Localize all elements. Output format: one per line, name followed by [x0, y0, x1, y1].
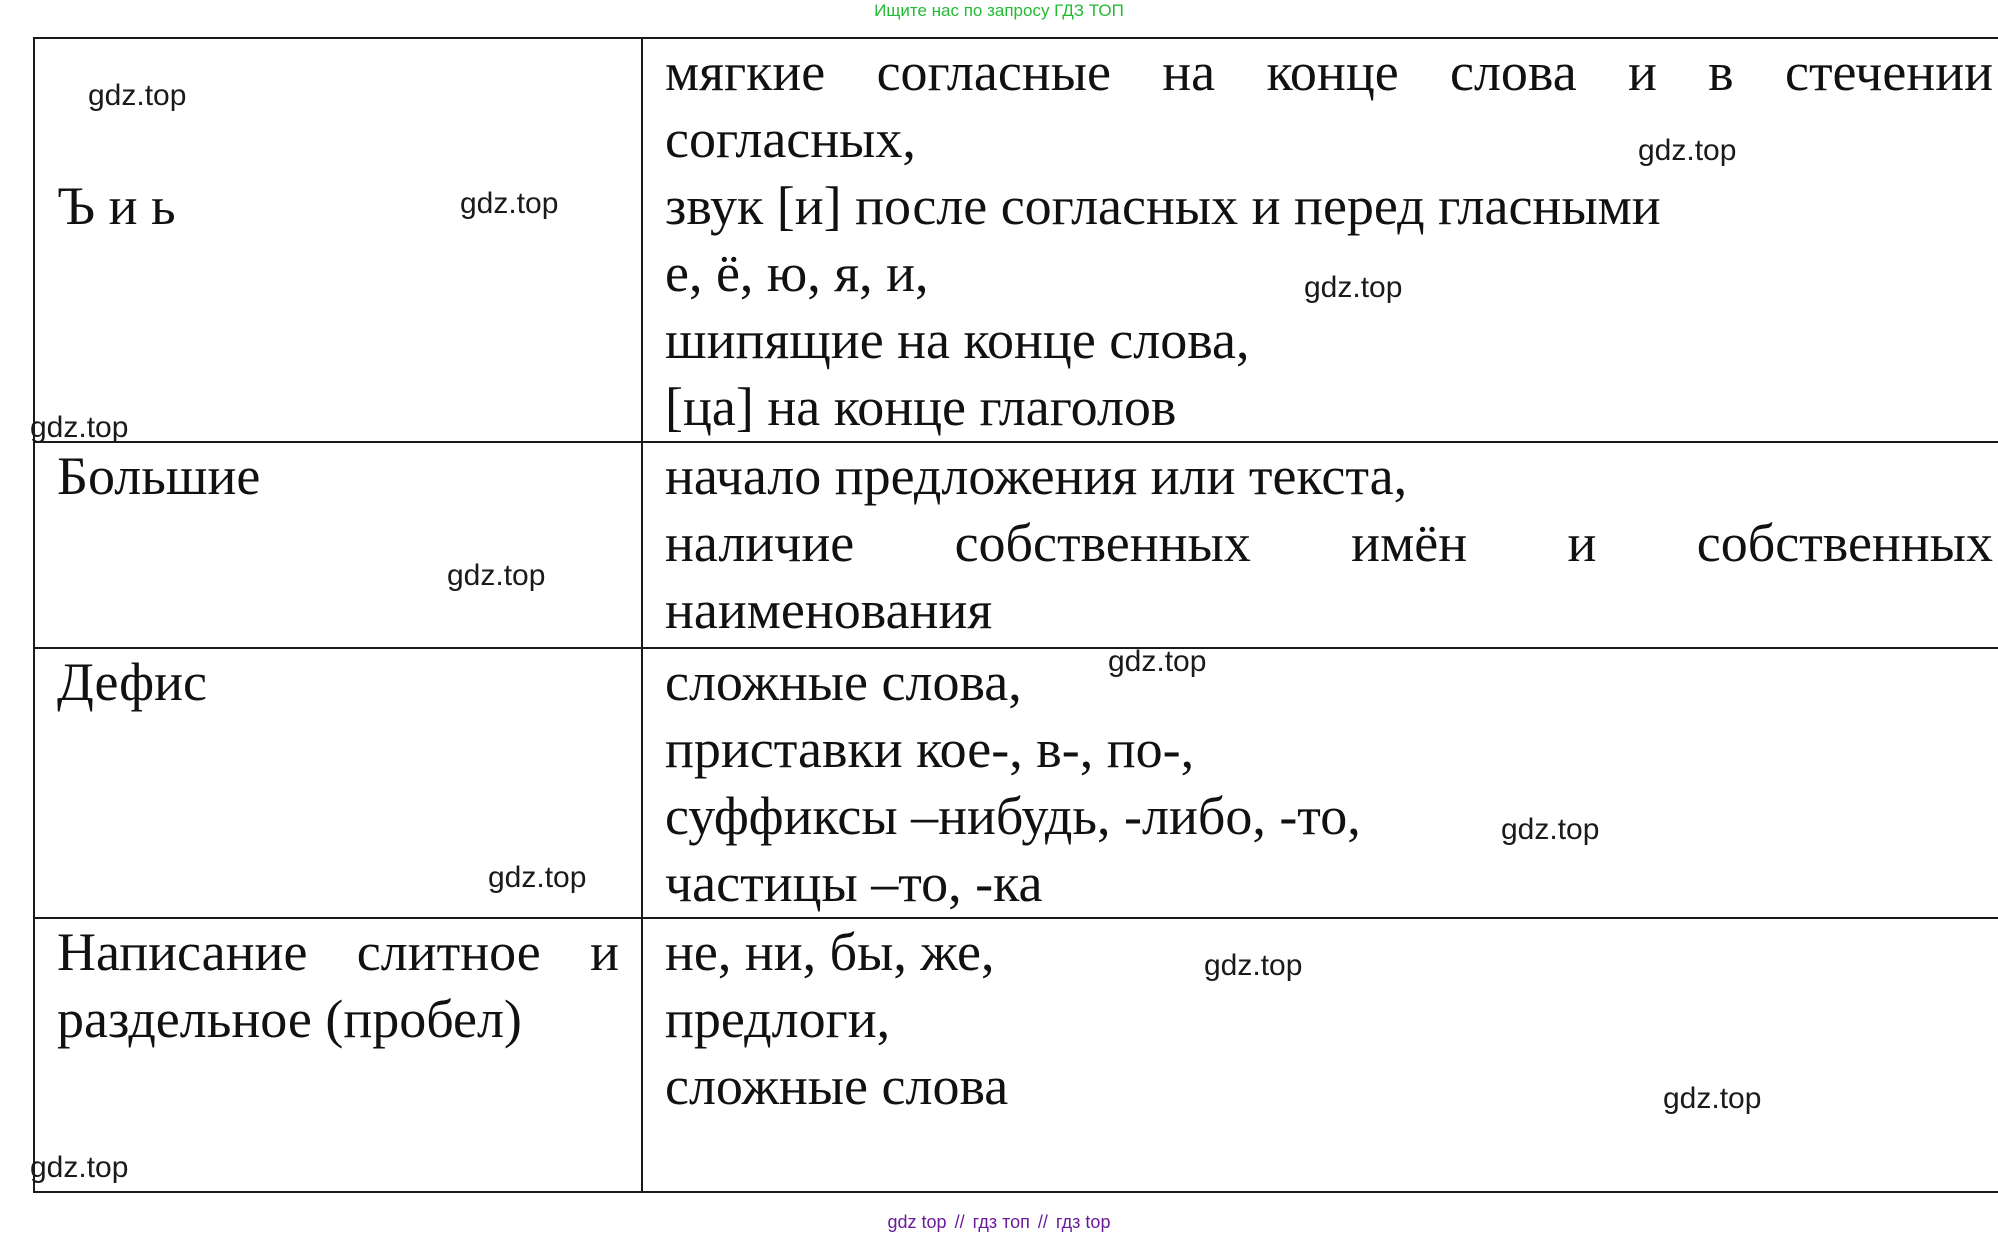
- watermark: gdz.top: [1663, 1082, 1762, 1115]
- watermark: gdz.top: [1304, 271, 1403, 304]
- description-line: е, ё, ю, я, и,: [665, 243, 929, 303]
- description-line: не, ни, бы, же,: [665, 922, 995, 982]
- watermark: gdz.top: [88, 79, 187, 112]
- watermark: gdz.top: [1204, 949, 1303, 982]
- description-line: приставки кое-, в-, по-,: [665, 719, 1195, 779]
- watermark: gdz.top: [460, 187, 559, 220]
- term-label: Ъ и ь: [57, 176, 176, 236]
- description-line: звук [и] после согласных и перед гласными: [665, 176, 1661, 236]
- watermark: gdz.top: [30, 1151, 129, 1184]
- footer-link[interactable]: гдз топ: [972, 1212, 1030, 1232]
- description-line: [ца] на конце глаголов: [665, 377, 1177, 437]
- description-line: шипящие на конце слова,: [665, 310, 1250, 370]
- description-cell: [642, 918, 1998, 1192]
- footer-separator: //: [1037, 1212, 1048, 1232]
- description-line: частицы –то, -ка: [665, 853, 1043, 913]
- footer-separator: //: [954, 1212, 965, 1232]
- description-line: сложные слова: [665, 1056, 1009, 1116]
- watermark: gdz.top: [1501, 813, 1600, 846]
- footer-link[interactable]: gdz top: [887, 1212, 947, 1232]
- description-line: суффиксы –нибудь, -либо, -то,: [665, 786, 1361, 846]
- description-cell: [642, 648, 1998, 918]
- table-row: [34, 442, 1998, 648]
- watermark: gdz.top: [1108, 645, 1207, 678]
- table-row: [34, 648, 1998, 918]
- description-line: сложные слова,: [665, 652, 1022, 712]
- term-label: Написание слитное и раздельное (пробел): [57, 922, 619, 1049]
- watermark: gdz.top: [1638, 134, 1737, 167]
- term-label: Большие: [57, 446, 261, 506]
- description-line: согласных,: [665, 109, 916, 169]
- description-line: предлоги,: [665, 989, 891, 1049]
- description-cell: [642, 442, 1998, 648]
- watermark: gdz.top: [488, 861, 587, 894]
- term-label: Дефис: [57, 652, 207, 712]
- description-line: мягкие согласные на конце слова и в стечении: [665, 42, 1993, 102]
- watermark: gdz.top: [447, 559, 546, 592]
- watermark: gdz.top: [30, 411, 129, 444]
- top-banner[interactable]: Ищите нас по запросу ГДЗ ТОП: [874, 1, 1124, 20]
- table-row: [34, 38, 1998, 442]
- table-row: [34, 918, 1998, 1192]
- footer-link[interactable]: гдз top: [1055, 1212, 1111, 1232]
- description-line: наименования: [665, 580, 993, 640]
- description-line: наличие собственных имён и собственных: [665, 513, 1993, 573]
- rules-table: [33, 37, 1998, 1193]
- term-cell: [34, 442, 642, 648]
- footer-links: [0, 1211, 1998, 1233]
- description-line: начало предложения или текста,: [665, 446, 1408, 506]
- description-cell: [642, 38, 1998, 442]
